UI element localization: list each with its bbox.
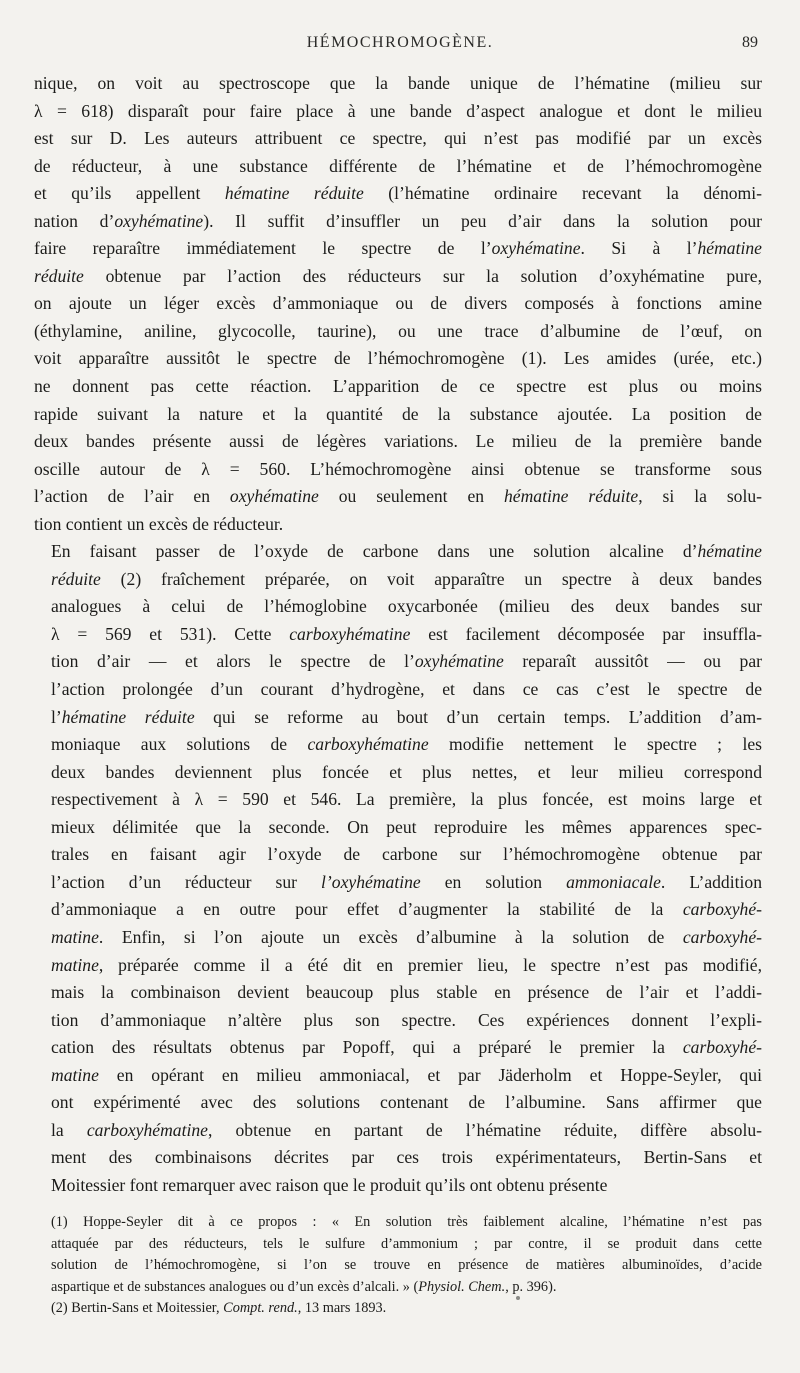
text-line: l’action prolongée d’un courant d’hydrogène, et dans ce cas c’est le spectre de <box>51 679 762 700</box>
text-line: matine en opérant en milieu ammoniacal, et par Jäderholm et Hoppe-Seyler, qui <box>51 1064 762 1085</box>
text-line: matine. Enfin, si l’on ajoute un excès d’albumine à la solution de carboxyhé- <box>51 926 762 947</box>
text-line: analogues à celui de l’hémoglobine oxycarbonée (milieu des deux bandes sur <box>51 596 762 617</box>
footnote-1 <box>34 1212 762 1298</box>
text-line: solution de l’hémochromogène, si l’on se trouve en présence de matières albuminoïdes, d’acide <box>51 1257 762 1274</box>
text-line: ne donnent pas cette réaction. L’apparition de ce spectre est plus ou moins <box>34 376 762 397</box>
text-line: est sur D. Les auteurs attribuent ce spectre, qui n’est pas modifié par un excès <box>34 128 762 149</box>
text-line: λ = 569 et 531). Cette carboxyhématine est facilement décomposée par insuffla- <box>51 623 762 644</box>
text-line: Moitessier font remarquer avec raison que le produit qu’ils ont obtenu présente <box>51 1174 608 1195</box>
text-line: la carboxyhématine, obtenue en partant de l’hématine réduite, diffère absolu- <box>51 1119 762 1140</box>
text-line: respectivement à λ = 590 et 546. La première, la plus foncée, est moins large et <box>51 789 762 810</box>
text-line: réduite (2) fraîchement préparée, on voit apparaître un spectre à deux bandes <box>51 568 762 589</box>
footnotes <box>34 1212 762 1320</box>
text-line: ont expérimenté avec des solutions contenant de l’albumine. Sans affirmer que <box>51 1092 762 1113</box>
text-line: de réducteur, à une substance différente de l’hématine et de l’hémochromogène <box>34 155 762 176</box>
text-line: mais la combinaison devient beaucoup plus stable en présence de l’air et l’addi- <box>51 982 762 1003</box>
text-line: attaquée par des réducteurs, tels le sulfure d’ammonium ; par contre, il se produit dans cette <box>51 1235 762 1252</box>
text-line: deux bandes deviennent plus foncée et plus nettes, et leur milieu correspond <box>51 761 762 782</box>
text-line: moniaque aux solutions de carboxyhématine modifie nettement le spectre ; les <box>51 734 762 755</box>
text-line: trales en faisant agir l’oxyde de carbone sur l’hémochromogène obtenue par <box>51 844 762 865</box>
body-text <box>34 70 762 1199</box>
text-line: En faisant passer de l’oxyde de carbone dans une solution alcaline d’hématine <box>51 541 762 562</box>
text-line: faire reparaître immédiatement le spectre de l’oxyhématine. Si à l’hématine <box>34 238 762 259</box>
text-line: cation des résultats obtenus par Popoff, qui a préparé le premier la carboxyhé- <box>51 1037 762 1058</box>
text-line: oscille autour de λ = 560. L’hémochromogène ainsi obtenue se transforme sous <box>34 458 762 479</box>
text-line: l’action d’un réducteur sur l’oxyhématine en solution ammoniacale. L’addition <box>51 871 762 892</box>
text-line: réduite obtenue par l’action des réducteurs sur la solution d’oxyhématine pure, <box>34 265 762 286</box>
text-line: (éthylamine, aniline, glycocolle, taurine), ou une trace d’albumine de l’œuf, on <box>34 320 762 341</box>
text-line: d’ammoniaque a en outre pour effet d’augmenter la stabilité de la carboxyhé- <box>51 899 762 920</box>
paper-speck <box>516 1296 520 1300</box>
text-line: mieux délimitée que la seconde. On peut reproduire les mêmes apparences spec- <box>51 816 762 837</box>
text-line: rapide suivant la nature et la quantité de la substance ajoutée. La position de <box>34 403 762 424</box>
page-number: 89 <box>742 34 758 51</box>
running-head <box>36 34 764 58</box>
text-line: l’action de l’air en oxyhématine ou seulement en hématine réduite, si la solu- <box>34 486 763 507</box>
text-line: deux bandes présente aussi de légères variations. Le milieu de la première bande <box>34 431 762 452</box>
text-line: voit apparaître aussitôt le spectre de l’hémochromogène (1). Les amides (urée, etc.) <box>34 348 762 369</box>
paragraph-2 <box>34 538 762 1199</box>
text-line: tion contient un excès de réducteur. <box>34 513 284 534</box>
text-line: on ajoute un léger excès d’ammoniaque ou de divers composés à fonctions amine <box>34 293 762 314</box>
footnote-2 <box>34 1298 762 1320</box>
text-line: et qu’ils appellent hématine réduite (l’hématine ordinaire recevant la dénomi- <box>34 183 762 204</box>
running-title: HÉMOCHROMOGÈNE. <box>306 34 494 51</box>
text-line: (2) Bertin-Sans et Moitessier, Compt. rend., 13 mars 1893. <box>51 1300 387 1317</box>
text-line: tion d’air — et alors le spectre de l’oxyhématine reparaît aussitôt — ou par <box>51 651 762 672</box>
text-line: matine, préparée comme il a été dit en premier lieu, le spectre n’est pas modifié, <box>51 954 762 975</box>
text-line: tion d’ammoniaque n’altère plus son spectre. Ces expériences donnent l’expli- <box>51 1009 762 1030</box>
paragraph-1 <box>34 70 762 538</box>
text-line: nation d’oxyhématine). Il suffit d’insuffler un peu d’air dans la solution pour <box>34 210 762 231</box>
text-line: l’hématine réduite qui se reforme au bout d’un certain temps. L’addition d’am- <box>51 706 762 727</box>
text-line: ment des combinaisons décrites par ces trois expérimentateurs, Bertin-Sans et <box>51 1147 762 1168</box>
text-line: aspartique et de substances analogues ou d’un excès d’alcali. » (Physiol. Chem., p. 396). <box>51 1278 557 1295</box>
text-line: nique, on voit au spectroscope que la bande unique de l’hématine (milieu sur <box>34 73 762 93</box>
text-line: λ = 618) disparaît pour faire place à une bande d’aspect analogue et dont le milieu <box>34 100 762 121</box>
text-line: (1) Hoppe-Seyler dit à ce propos : « En solution très faiblement alcaline, l’hématine n’est pas <box>51 1214 762 1230</box>
